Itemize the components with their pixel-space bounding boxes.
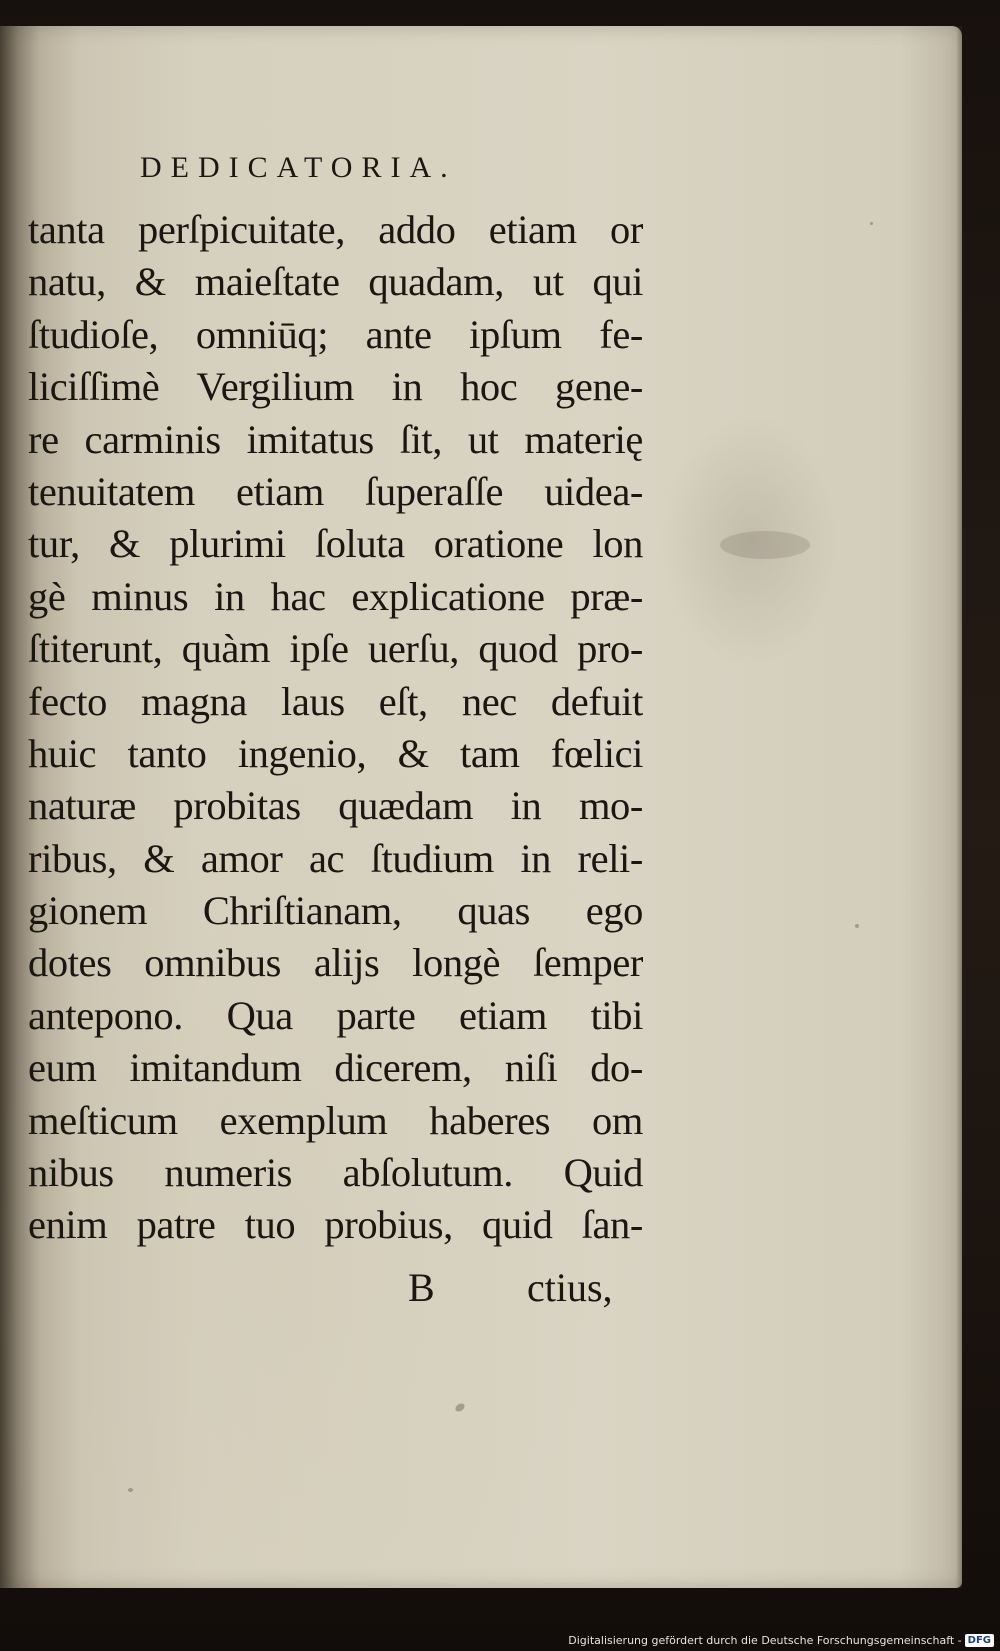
text-line: liciſſimè Vergilium in hoc gene- <box>28 364 643 410</box>
text-line: re carminis imitatus ſit, ut materię <box>28 416 643 462</box>
text-line: ribus, & amor ac ſtudium in reli- <box>28 835 643 881</box>
text-line: naturæ probitas quædam in mo- <box>28 783 643 829</box>
text-line: ſtiterunt, quàm ipſe uerſu, quod pro- <box>28 626 643 672</box>
credit-text: Digitalisierung gefördert durch die Deutsche Forschungsgemeinschaft - <box>568 1634 962 1647</box>
dfg-logo: DFG <box>965 1634 994 1647</box>
page-edge-shadow <box>956 26 962 1588</box>
text-block <box>28 204 643 1252</box>
text-line: huic tanto ingenio, & tam fœlici <box>28 730 643 776</box>
text-line: gionem Chriſtianam, quas ego <box>28 888 643 934</box>
text-line: antepono. Qua parte etiam tibi <box>28 992 643 1038</box>
text-line: meſticum exemplum haberes om <box>28 1097 643 1143</box>
ink-spot <box>855 924 859 928</box>
ink-spot <box>720 531 810 559</box>
digitization-credit <box>568 1634 994 1647</box>
running-head: DEDICATORIA. <box>140 151 457 184</box>
text-line: eum imitandum dicerem, niſi do- <box>28 1045 643 1091</box>
ink-spot <box>454 1402 466 1413</box>
catch-row <box>0 1264 640 1314</box>
text-line: ſtudioſe, omniūq; ante ipſum fe- <box>28 311 643 357</box>
signature-mark: B <box>408 1265 435 1310</box>
text-line: enim patre tuo probius, quid ſan- <box>28 1202 643 1248</box>
text-line: tenuitatem etiam ſuperaſſe uidea- <box>28 468 643 514</box>
text-line: tur, & plurimi ſoluta oratione lon <box>28 521 643 567</box>
text-line: gè minus in hac explicatione præ- <box>28 573 643 619</box>
text-line: fecto magna laus eſt, nec defuit <box>28 678 643 724</box>
text-line: natu, & maieſtate quadam, ut qui <box>28 259 643 305</box>
catchword: ctius, <box>527 1265 613 1310</box>
ink-spot <box>128 1488 133 1492</box>
text-line: tanta perſpicuitate, addo etiam or <box>28 207 643 252</box>
text-line: dotes omnibus alijs longè ſemper <box>28 940 643 986</box>
book-page <box>0 26 962 1588</box>
ink-spot <box>870 222 873 225</box>
text-line: nibus numeris abſolutum. Quid <box>28 1150 643 1196</box>
